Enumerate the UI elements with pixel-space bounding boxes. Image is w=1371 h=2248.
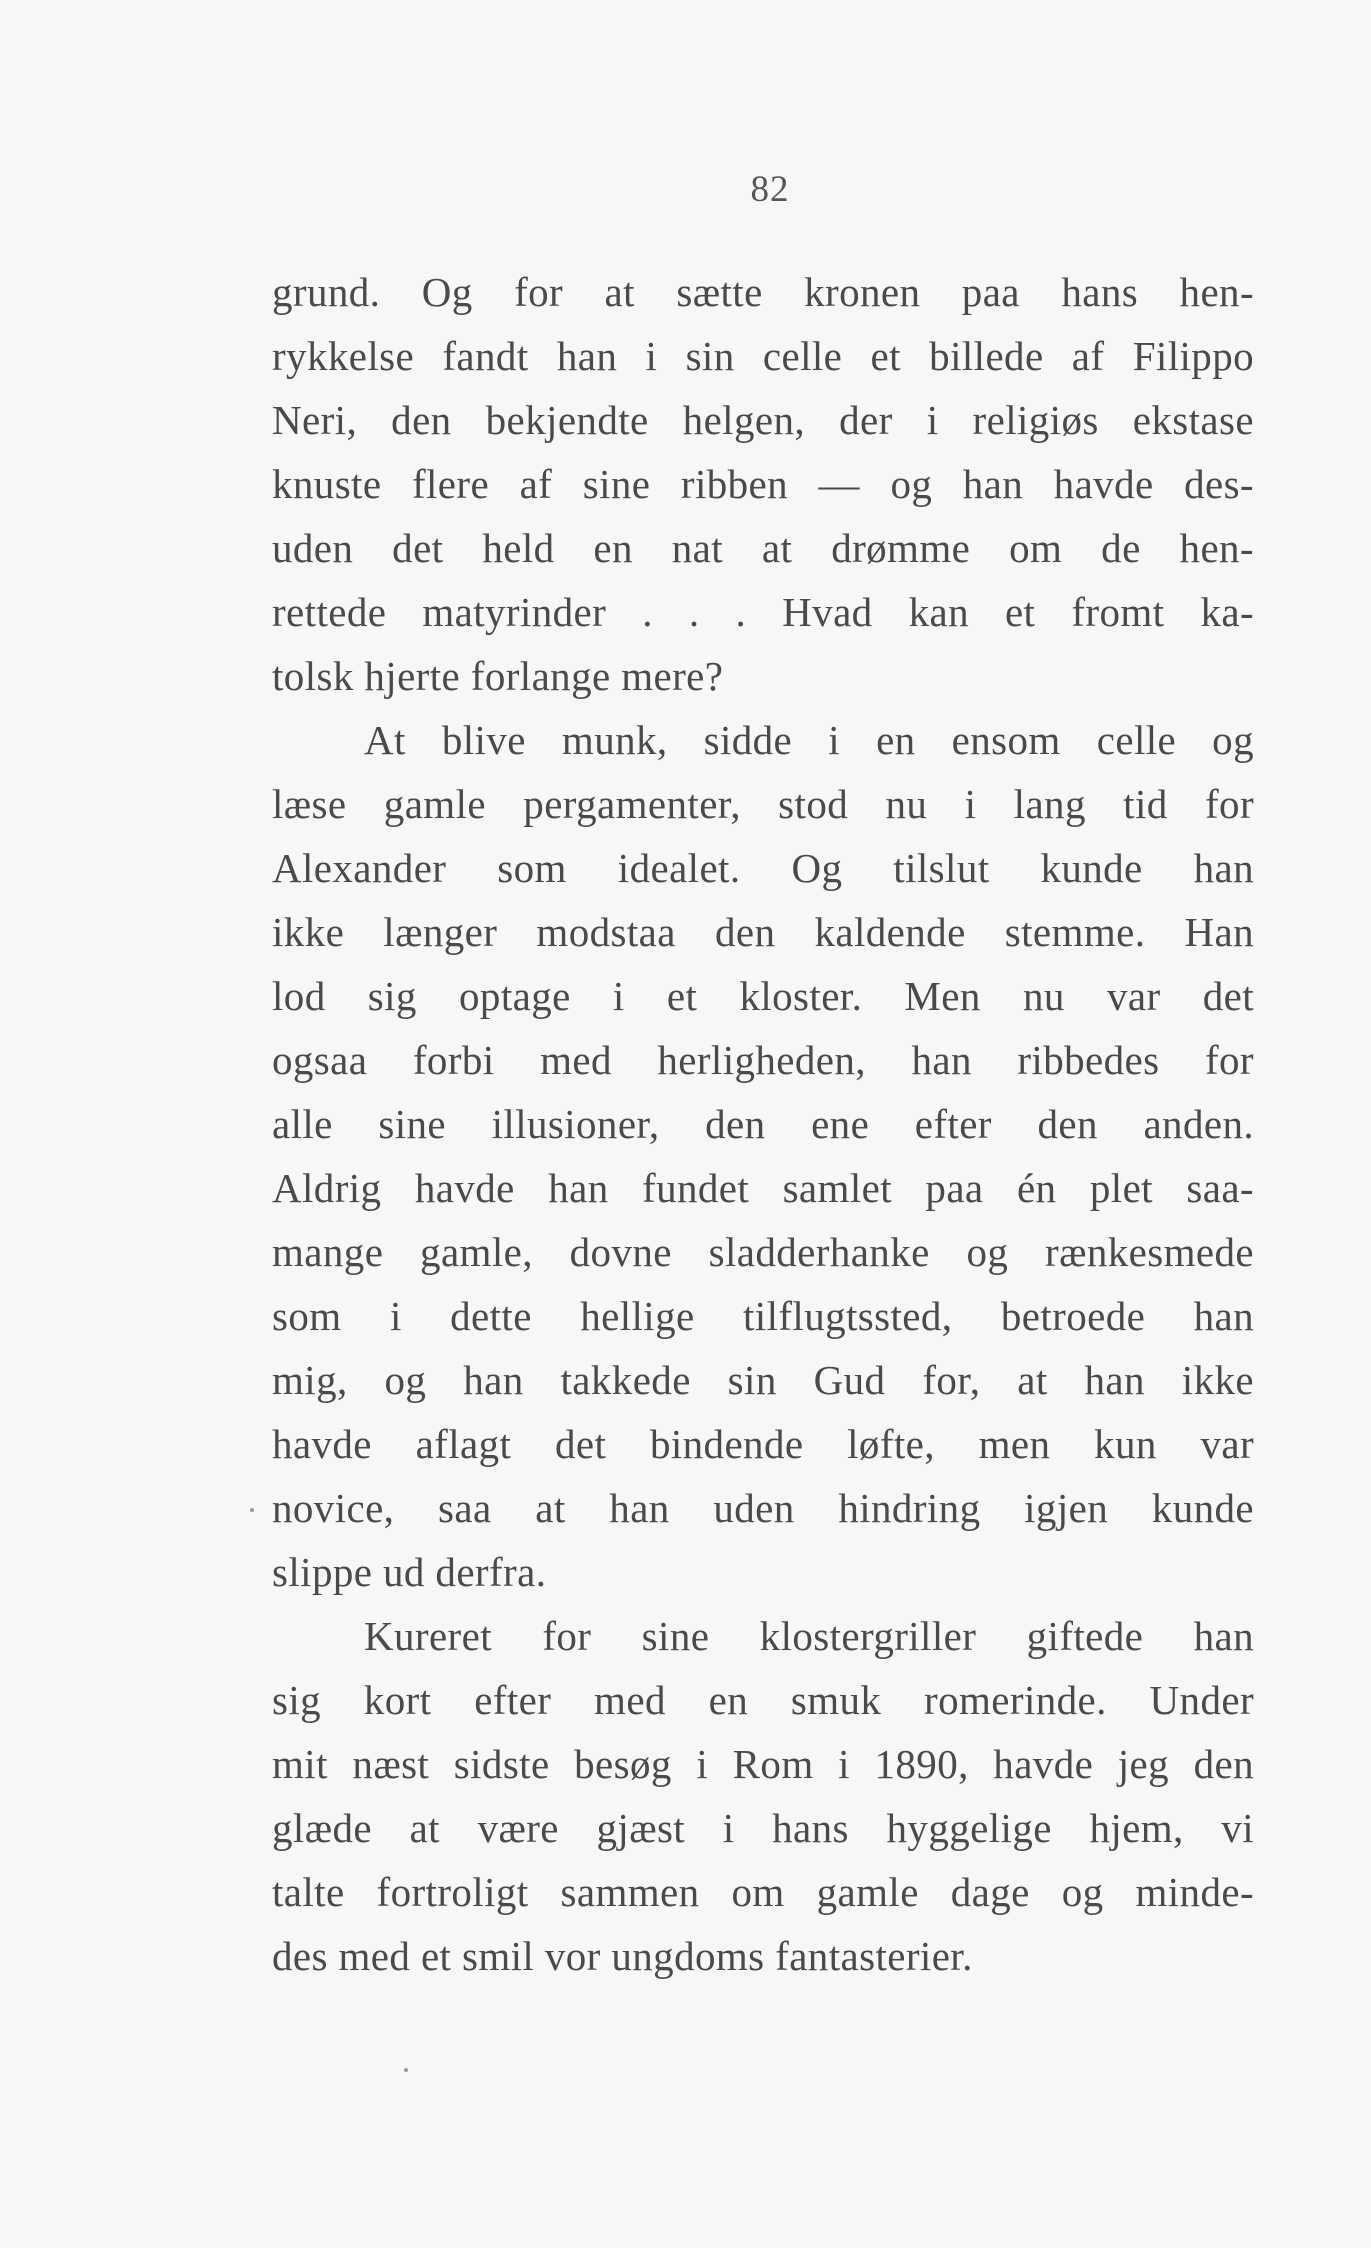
body-text [272,260,1254,1988]
text-line: læse gamle pergamenter, stod nu i lang tid for [272,781,1254,827]
text-line: som i dette hellige tilflugtssted, betroede han [272,1293,1254,1339]
text-line: sig kort efter med en smuk romerinde. Under [272,1677,1254,1723]
text-line: Neri, den bekjendte helgen, der i religiøs ekstase [272,397,1254,443]
text-line: rykkelse fandt han i sin celle et billede af Filippo [272,333,1254,379]
text-line: mig, og han takkede sin Gud for, at han ikke [272,1357,1254,1403]
text-line: Aldrig havde han fundet samlet paa én plet saa- [272,1165,1254,1211]
text-line: At blive munk, sidde i en ensom celle og [364,717,1254,763]
text-line: ogsaa forbi med herligheden, han ribbedes for [272,1037,1254,1083]
margin-speck [404,2068,408,2072]
text-line: mit næst sidste besøg i Rom i 1890, havde jeg den [272,1741,1254,1787]
text-line: uden det held en nat at drømme om de hen- [272,525,1254,571]
text-line: mange gamle, dovne sladderhanke og rænkesmede [272,1229,1254,1275]
text-line: talte fortroligt sammen om gamle dage og minde- [272,1869,1254,1915]
text-line: ikke længer modstaa den kaldende stemme. Han [272,909,1254,955]
text-line: grund. Og for at sætte kronen paa hans hen- [272,269,1254,315]
page-number: 82 [750,169,790,210]
text-line: des med et smil vor ungdoms fantasterier. [272,1933,973,1979]
text-line: havde aflagt det bindende løfte, men kun var [272,1421,1254,1467]
margin-speck [250,1508,254,1512]
text-line: lod sig optage i et kloster. Men nu var det [272,973,1254,1019]
text-line: rettede matyrinder . . . Hvad kan et fromt ka- [272,589,1254,635]
text-line: novice, saa at han uden hindring igjen kunde [272,1485,1254,1531]
text-line: glæde at være gjæst i hans hyggelige hjem, vi [272,1805,1254,1851]
text-line: Alexander som idealet. Og tilslut kunde han [272,845,1254,891]
text-line: Kureret for sine klostergriller giftede han [364,1613,1254,1659]
text-line: tolsk hjerte forlange mere? [272,653,724,699]
text-line: alle sine illusioner, den ene efter den anden. [272,1101,1254,1147]
text-line: slippe ud derfra. [272,1549,547,1595]
text-line: knuste flere af sine ribben — og han havde des- [272,461,1254,507]
